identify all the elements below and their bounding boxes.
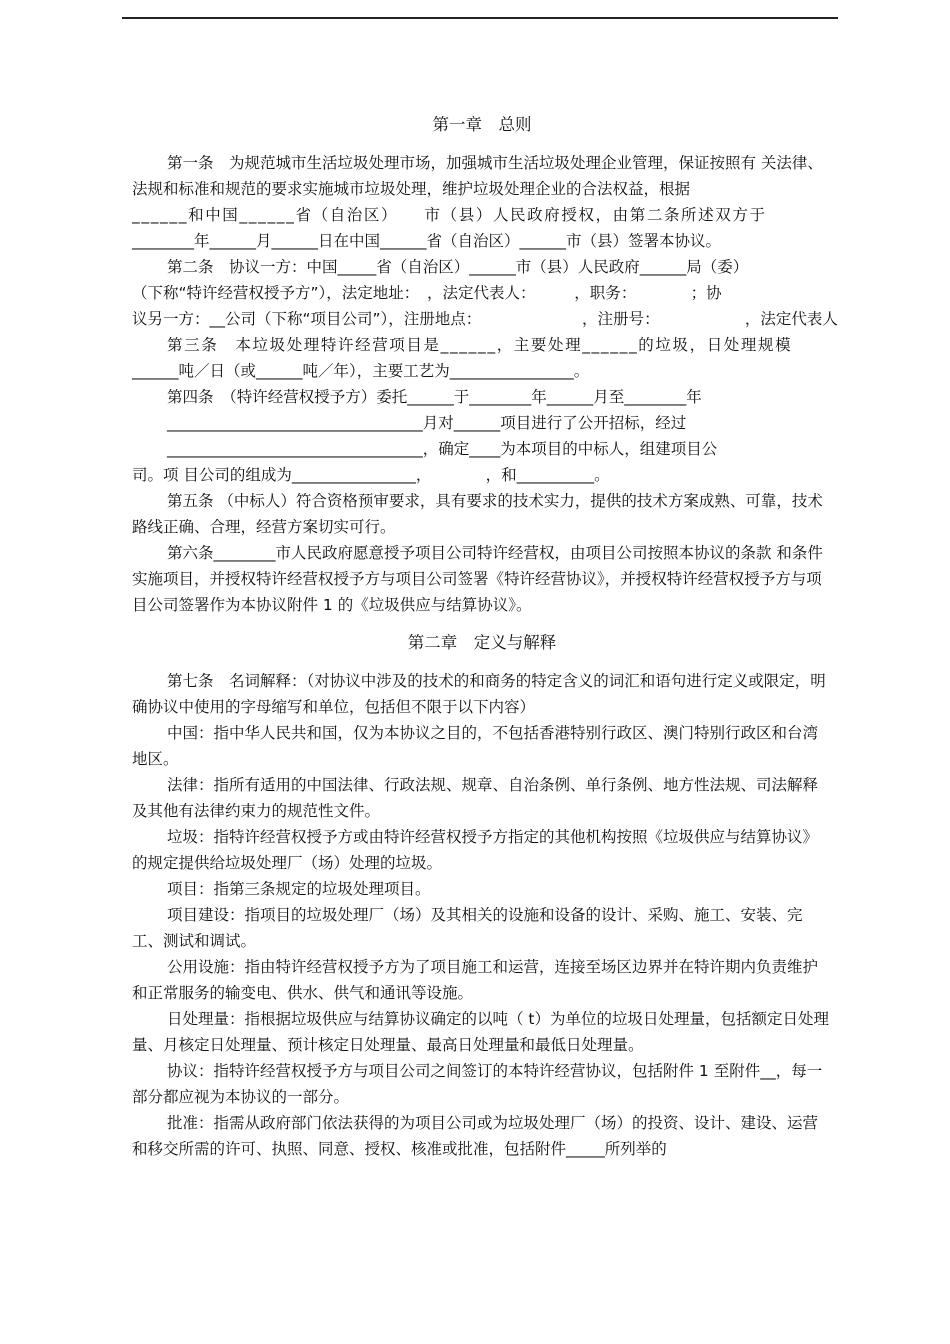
article-4-line-3: _________________________________，确定____为本项目的中标人，组建项目公: [167, 440, 718, 458]
article-3-line-1: 第三条 本垃圾处理特许经营项目是______，主要处理______的垃圾，日处理规模: [167, 336, 793, 354]
definition-project-construction: 项目建设：指项目的垃圾处理厂（场）及其相关的设施和设备的设计、采购、施工、安装、完工、测试和调试。: [132, 906, 803, 950]
header-rule: [122, 17, 838, 19]
article-4-line-2: _________________________________月对______项目进行了公开招标，经过: [167, 414, 687, 432]
definition-law: 法律：指所有适用的中国法律、行政法规、规章、自治条例、单行条例、地方性法规、司法解释及其他有法律约束力的规范性文件。: [132, 776, 819, 820]
article-7: 第七条 名词解释：（对协议中涉及的技术的和商务的特定含义的词汇和语句进行定义或限定，明确协议中使用的字母缩写和单位，包括但不限于以下内容）: [132, 672, 826, 716]
chapter-1-title: 第一章 总则: [432, 115, 532, 134]
article-2-line-2: （下称“特许经营权授予方”），法定地址： ，法定代表人： ，职务： ；协: [132, 284, 722, 302]
article-1-line-3: ________年______月______日在中国______省（自治区）______市（县）签署本协议。: [132, 232, 722, 250]
definition-project: 项目：指第三条规定的垃圾处理项目。: [167, 880, 431, 898]
article-4-line-4: 司。项 目公司的组成为________________， ，和__________。: [132, 466, 610, 484]
definition-garbage: 垃圾：指特许经营权授予方或由特许经营权授予方指定的其他机构按照《垃圾供应与结算协议》的规定提供给垃圾处理厂（场）处理的垃圾。: [132, 828, 819, 872]
article-6: 第六条________市人民政府愿意授予项目公司特许经营权，由项目公司按照本协议的条款 和条件实施项目，并授权特许经营权授予方与项目公司签署《特许经营协议》，并授权特许经营权授予方与项目公司签署作为本协议附件 1 的《垃圾供应与结算协议》。: [132, 544, 823, 614]
article-1: 第一条 为规范城市生活垃圾处理市场，加强城市生活垃圾处理企业管理，保证按照有 关法律、法规和标准和规范的要求实施城市垃圾处理，维护垃圾处理企业的合法权益，根据: [132, 154, 823, 198]
definition-public-facilities: 公用设施：指由特许经营权授予方为了项目施工和运营，连接至场区边界并在特许期内负责维护和正常服务的输变电、供水、供气和通讯等设施。: [132, 958, 819, 1002]
definition-approval: 批准：指需从政府部门依法获得的为项目公司或为垃圾处理厂（场）的投资、设计、建设、运营和移交所需的许可、执照、同意、授权、核准或批准，包括附件_____所列举的: [132, 1114, 819, 1158]
document-body: [132, 112, 838, 1162]
article-2-line-3: 议另一方：__公司（下称“项目公司”），注册地点： ，注册号： ，法定代表人: [132, 310, 838, 328]
article-4-line-1: 第四条 （特许经营权授予方）委托______于________年______月至________年: [167, 388, 702, 406]
article-2-line-1: 第二条 协议一方：中国_____省（自治区）______市（县）人民政府______局（委）: [167, 258, 749, 276]
chapter-2-title: 第二章 定义与解释: [407, 633, 557, 652]
article-1-line-2: ______和中国______省（自治区） 市（县）人民政府授权，由第二条所述双方于: [132, 206, 767, 224]
article-3-line-2: ______吨／日（或______吨／年），主要工艺为________________。: [132, 362, 590, 380]
article-5: 第五条 （中标人）符合资格预审要求，具有要求的技术实力，提供的技术方案成熟、可靠，技术路线正确、合理，经营方案切实可行。: [132, 492, 823, 536]
definition-china: 中国：指中华人民共和国，仅为本协议之目的，不包括香港特别行政区、澳门特别行政区和台湾地区。: [132, 724, 819, 768]
definition-agreement: 协议：指特许经营权授予方与项目公司之间签订的本特许经营协议，包括附件 1 至附件__，每一部分都应视为本协议的一部分。: [132, 1062, 823, 1106]
definition-daily-capacity: 日处理量：指根据垃圾供应与结算协议确定的以吨（ t）为单位的垃圾日处理量，包括额定日处理量、月核定日处理量、预计核定日处理量、最高日处理量和最低日处理量。: [132, 1010, 830, 1054]
